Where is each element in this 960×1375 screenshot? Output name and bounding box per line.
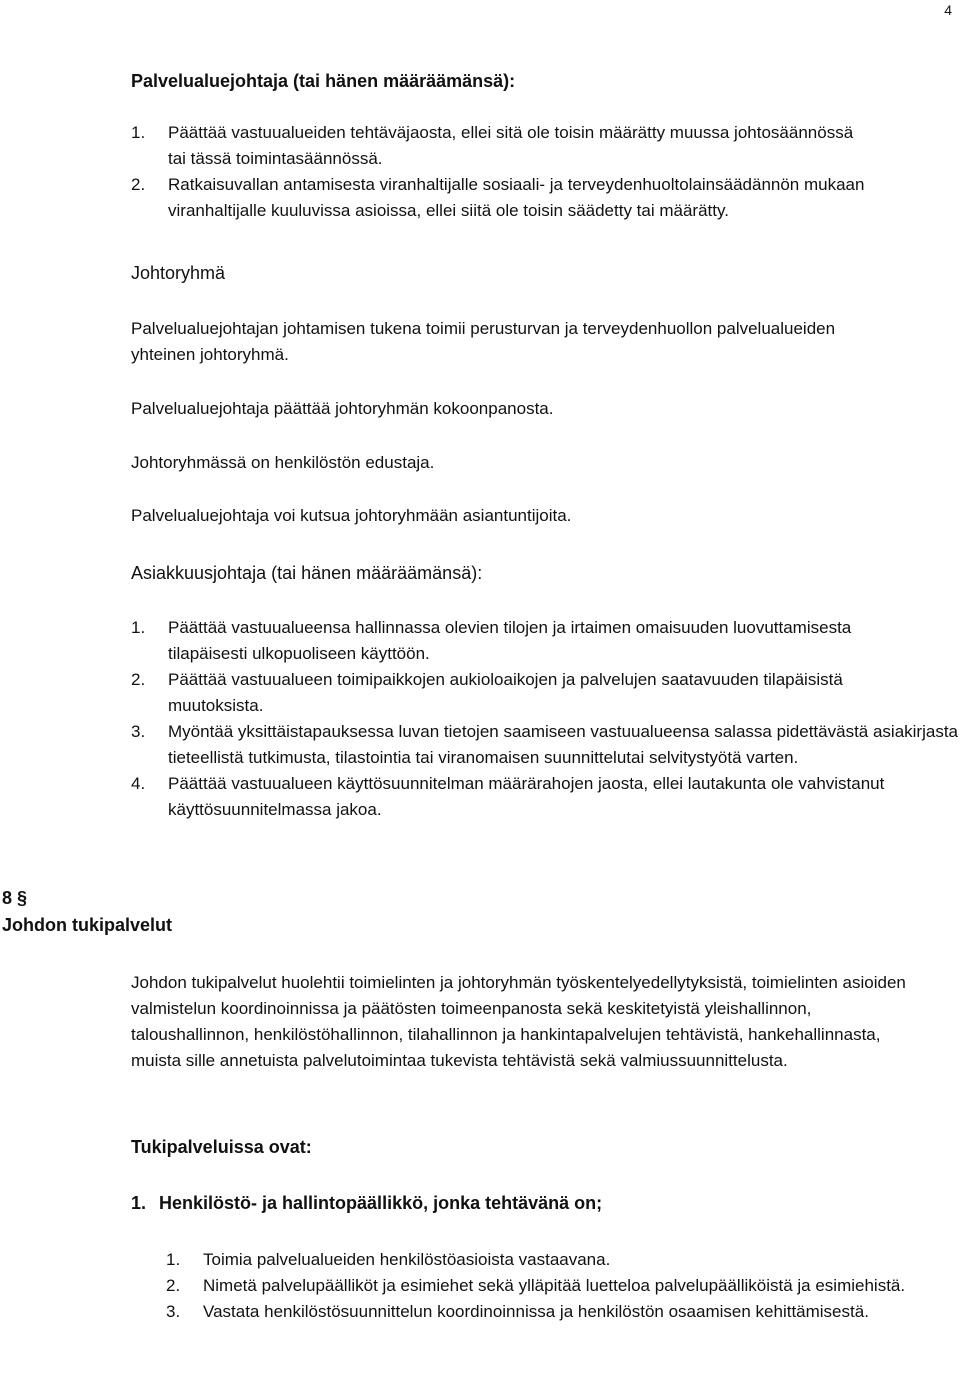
subheading [131,1190,602,1216]
list-item: 1. Toimia palvelualueiden henkilöstöasioista vastaavana. [166,1250,611,1269]
section8-paragraph: Johdon tukipalvelut huolehtii toimielinten ja johtoryhmän työskentelyedellytyksistä, toimielinten asioiden valmistelun koordinoinnissa ja päätösten toimeenpanosta sekä keskitetyistä yleishallinnon, taloushallinnon, henkilöstöhallinnon, tilahallinnon ja hankintapalvelujen tehtävistä, hankehallinnasta, muista sille annetuista palvelutoimintaa tukevista tehtävistä sekä valmiussuunnittelusta. [131,973,906,1070]
section1-list [131,120,871,224]
johtoryhma-paragraph: Palvelualuejohtajan johtamisen tukena toimii perusturvan ja terveydenhuollon palvelualueiden yhteinen johtoryhmä. [131,319,836,364]
list-item: 4. Päättää vastuualueen käyttösuunnitelman määrärahojen jaosta, ellei lautakunta ole vahvistanut käyttösuunnitelmassa jakoa. [131,774,885,819]
section-title: Johdon tukipalvelut [2,915,173,935]
section8-list [166,1247,936,1325]
list-item-text: Toimia palvelualueiden henkilöstöasioista vastaavana. [203,1250,611,1269]
tukipalveluissa-heading: Tukipalveluissa ovat: [131,1137,312,1157]
section2-heading: Asiakkuusjohtaja (tai hänen määräämänsä): [131,563,483,583]
list-item-text: Vastata henkilöstösuunnittelun koordinoinnissa ja henkilöstön osaamisen kehittämisestä. [203,1302,869,1321]
list-item: 3. Vastata henkilöstösuunnittelun koordinoinnissa ja henkilöstön osaamisen kehittämisestä. [166,1302,869,1321]
johtoryhma-paragraph: Johtoryhmässä on henkilöstön edustaja. [131,453,435,472]
list-item: 1. Päättää vastuualueiden tehtäväjaosta, ellei sitä ole toisin määrätty muussa johtosäännössä tai tässä toimintasäännössä. [131,123,854,168]
subheading-number: 1. [131,1193,147,1213]
subheading-text: Henkilöstö- ja hallintopäällikkö, jonka tehtävänä on; [159,1193,603,1213]
list-item-text: Päättää vastuualueensa hallinnassa olevien tilojen ja irtaimen omaisuuden luovuttamisesta tilapäisesti ulkopuoliseen käyttöön. [168,618,852,663]
list-item: 2. Päättää vastuualueen toimipaikkojen aukioloaikojen ja palvelujen saatavuuden tilapäisistä muutoksista. [131,670,843,715]
list-item-text: Ratkaisuvallan antamisesta viranhaltijalle sosiaali- ja terveydenhuoltolainsäädännön mukaan viranhaltijalle kuuluvissa asioissa, ellei siitä ole toisin säädetty tai määrätty. [168,175,865,220]
section2-list [131,615,960,823]
section-number: 8 § [2,888,28,908]
list-item-text: Päättää vastuualueiden tehtäväjaosta, ellei sitä ole toisin määrätty muussa johtosäännössä tai tässä toimintasäännössä. [168,123,854,168]
johtoryhma-paragraph: Palvelualuejohtaja voi kutsua johtoryhmään asiantuntijoita. [131,506,572,525]
list-item: 1. Päättää vastuualueensa hallinnassa olevien tilojen ja irtaimen omaisuuden luovuttamisesta tilapäisesti ulkopuoliseen käyttöön. [131,618,852,663]
list-item-text: Nimetä palvelupäälliköt ja esimiehet sekä ylläpitää luetteloa palvelupäälliköistä ja esimiehistä. [203,1276,906,1295]
list-item-text: Myöntää yksittäistapauksessa luvan tietojen saamiseen vastuualueensa salassa pidettävästä asiakirjasta tieteellistä tutkimusta, tilastointia tai viranomaisen suunnittelutai selvitystyötä varten. [168,722,959,767]
section1-heading: Palvelualuejohtaja (tai hänen määräämänsä): [131,71,516,91]
page-number: 4 [944,2,952,18]
list-item-text: Päättää vastuualueen toimipaikkojen aukioloaikojen ja palvelujen saatavuuden tilapäisistä muutoksista. [168,670,843,715]
list-item-text: Päättää vastuualueen käyttösuunnitelman määrärahojen jaosta, ellei lautakunta ole vahvistanut käyttösuunnitelmassa jakoa. [168,774,885,819]
list-item: 2. Ratkaisuvallan antamisesta viranhaltijalle sosiaali- ja terveydenhuoltolainsäädännön mukaan viranhaltijalle kuuluvissa asioissa, ellei siitä ole toisin säädetty tai määrätty. [131,175,865,220]
johtoryhma-paragraph: Palvelualuejohtaja päättää johtoryhmän kokoonpanosta. [131,399,554,418]
list-item: 3. Myöntää yksittäistapauksessa luvan tietojen saamiseen vastuualueensa salassa pidettävästä asiakirjasta tieteellistä tutkimusta, tilastointia tai viranomaisen suunnittelutai selvitystyötä varten. [131,722,959,767]
johtoryhma-heading: Johtoryhmä [131,263,226,283]
list-item: 2. Nimetä palvelupäälliköt ja esimiehet sekä ylläpitää luetteloa palvelupäälliköistä ja esimiehistä. [166,1276,906,1295]
